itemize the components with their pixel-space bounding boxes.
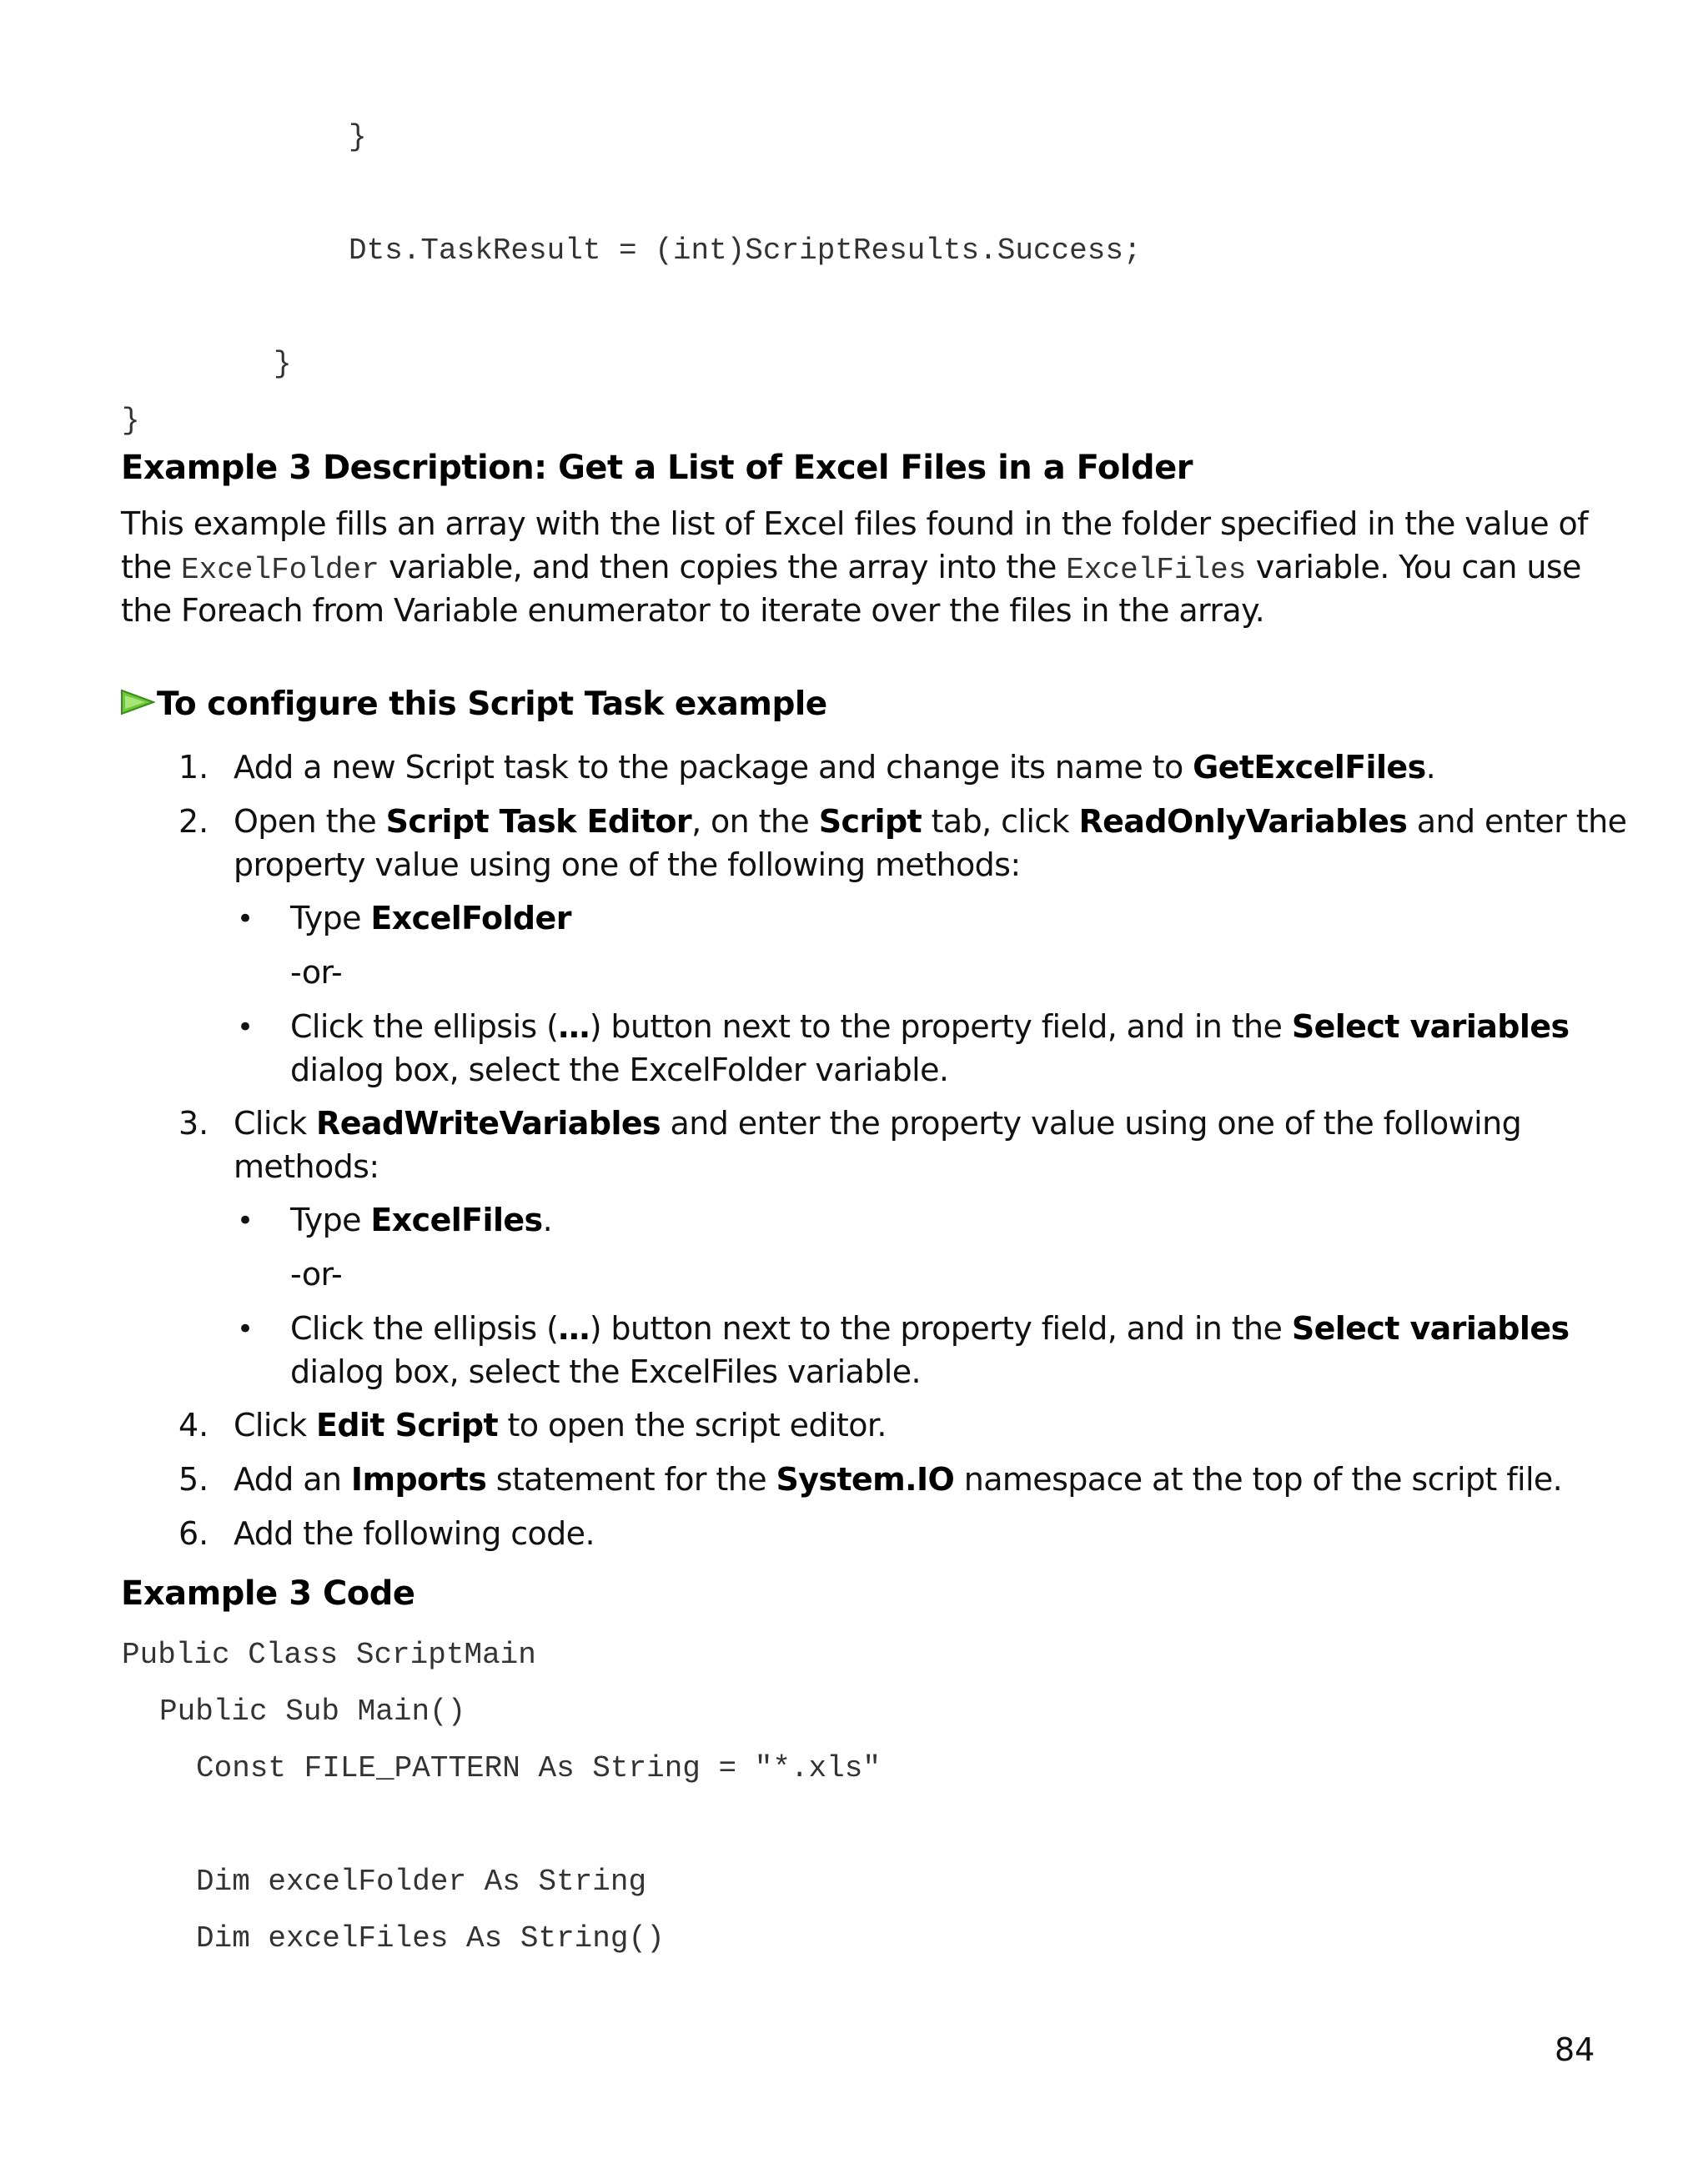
step-3-text-line-2: methods: [234, 1148, 379, 1185]
code-line: Public Sub Main() [159, 1694, 466, 1729]
step-text: Add an [234, 1461, 351, 1498]
step-bold: Select variables [1291, 1310, 1570, 1347]
code-line-close-brace-inner: } [349, 120, 367, 154]
step-2-text-line-2: property value using one of the following methods: [234, 846, 1021, 883]
step-bold: Script [818, 803, 922, 840]
bullet-dot: • [237, 1313, 254, 1346]
step-text: and enter the [1407, 803, 1627, 840]
step-number: 2. [178, 803, 209, 840]
step-3-bullet-1 [290, 1202, 552, 1238]
step-text: and enter the property value using one of the following [661, 1105, 1522, 1142]
step-bold: ReadOnlyVariables [1078, 803, 1408, 840]
step-number: 5. [178, 1461, 209, 1498]
step-number: 1. [178, 749, 209, 786]
step-text: , on the [691, 803, 819, 840]
step-2-bullet-1 [290, 900, 571, 936]
bullet-dot: • [237, 1204, 254, 1238]
step-5-text [234, 1461, 1562, 1498]
step-text: Open the [234, 803, 386, 840]
bullet-dot: • [237, 1011, 254, 1044]
step-bold: Script Task Editor [385, 803, 692, 840]
code-line-task-result: Dts.TaskResult = (int)ScriptResults.Success; [349, 233, 1142, 268]
step-text: statement for the [486, 1461, 776, 1498]
step-bold: … [558, 1008, 590, 1045]
step-text: namespace at the top of the script file. [954, 1461, 1563, 1498]
step-text: Click [234, 1407, 317, 1443]
step-text: to open the script editor. [498, 1407, 887, 1443]
step-bold: ExcelFiles [370, 1202, 543, 1238]
step-2-bullet-2-line-2: dialog box, select the ExcelFolder variable. [290, 1052, 949, 1088]
step-3-text-line-1 [234, 1105, 1521, 1142]
step-text: Add a new Script task to the package and change its name to [234, 749, 1193, 786]
step-bold: … [558, 1310, 590, 1347]
step-bold: System.IO [776, 1461, 955, 1498]
step-bold: Imports [350, 1461, 487, 1498]
code-line-close-brace-method: } [274, 347, 292, 381]
code-line-close-brace-class: } [122, 404, 140, 438]
step-bold: ExcelFolder [370, 900, 571, 936]
code-line: Const FILE_PATTERN As String = "*.xls" [196, 1751, 881, 1785]
step-text: tab, click [922, 803, 1079, 840]
step-2-text-line-1 [234, 803, 1626, 840]
step-text: ) button next to the property field, and in the [589, 1008, 1292, 1045]
description-heading: Example 3 Description: Get a List of Excel Files in a Folder [121, 449, 1193, 487]
step-1-text [234, 749, 1435, 786]
step-number: 6. [178, 1515, 209, 1552]
step-bold: GetExcelFiles [1193, 749, 1426, 786]
step-bold: Edit Script [316, 1407, 499, 1443]
step-text: Click the ellipsis ( [290, 1310, 559, 1347]
code-heading: Example 3 Code [121, 1574, 415, 1613]
step-bold: Select variables [1291, 1008, 1570, 1045]
step-2-or: -or- [290, 954, 343, 991]
code-line: Dim excelFolder As String [196, 1865, 647, 1899]
step-3-or: -or- [290, 1256, 343, 1293]
step-3-bullet-2-line-2: dialog box, select the ExcelFiles variable. [290, 1353, 921, 1390]
step-text: Click [234, 1105, 317, 1142]
step-3-bullet-2-line-1 [290, 1310, 1570, 1347]
procedure-heading: To configure this Script Task example [157, 685, 827, 723]
step-number: 3. [178, 1105, 209, 1142]
step-bold: ReadWriteVariables [316, 1105, 661, 1142]
description-paragraph-line-1: This example fills an array with the list of Excel files found in the folder specified in the value of [121, 505, 1588, 542]
step-6-text [234, 1515, 595, 1552]
description-text: variable. You can use [1246, 549, 1581, 585]
code-line: Public Class ScriptMain [122, 1638, 536, 1672]
step-text: Type [290, 900, 371, 936]
description-paragraph-line-2 [121, 549, 1581, 587]
page-number: 84 [1555, 2031, 1595, 2068]
step-text: ) button next to the property field, and in the [589, 1310, 1292, 1347]
step-number: 4. [178, 1407, 209, 1443]
step-text: Click the ellipsis ( [290, 1008, 559, 1045]
green-arrow-icon [120, 689, 155, 715]
description-text: variable, and then copies the array into the [379, 549, 1067, 585]
excelfiles-code: ExcelFiles [1066, 553, 1247, 587]
step-4-text [234, 1407, 887, 1443]
step-2-bullet-2-line-1 [290, 1008, 1570, 1045]
code-line: Dim excelFiles As String() [196, 1921, 665, 1956]
step-text: Type [290, 1202, 371, 1238]
step-text: Add the following code. [234, 1515, 595, 1552]
description-paragraph-line-3: the Foreach from Variable enumerator to iterate over the files in the array. [121, 592, 1265, 629]
description-text: the [121, 549, 182, 585]
excelfolder-code: ExcelFolder [181, 553, 379, 587]
bullet-dot: • [237, 902, 254, 936]
step-text: . [542, 1202, 553, 1238]
step-text: . [1425, 749, 1436, 786]
